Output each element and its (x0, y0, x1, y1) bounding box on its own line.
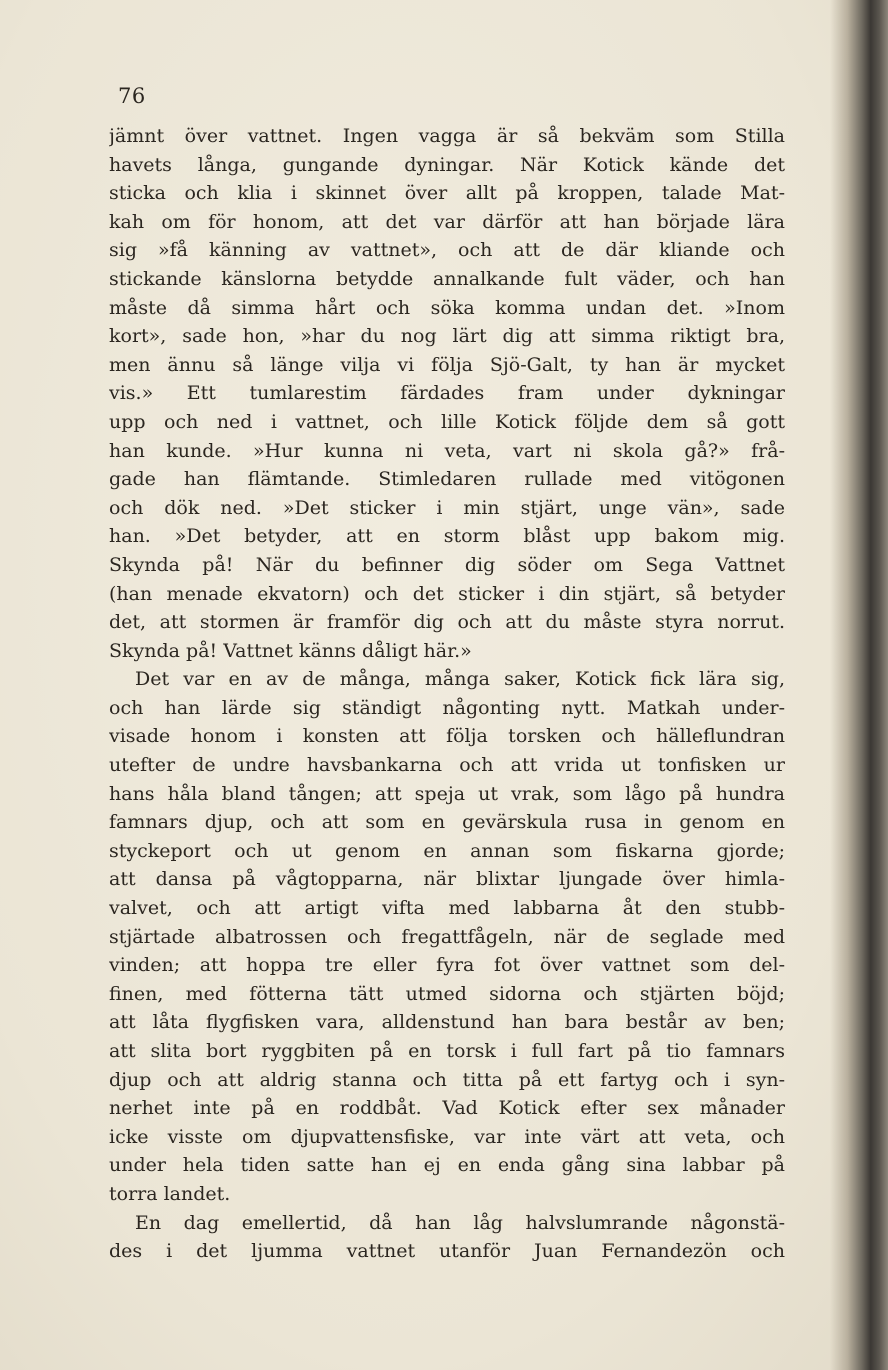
body-text (109, 122, 785, 1266)
text-line: finen, med fötterna tätt utmed sidorna och stjärten böjd; (109, 982, 785, 1005)
text-line: stickande känslorna betydde annalkande fult väder, och han (109, 267, 785, 290)
text-line: (han menade ekvatorn) och det sticker i din stjärt, så betyder (109, 582, 785, 605)
text-line: han. »Det betyder, att en storm blåst upp bakom mig. (109, 525, 785, 548)
text-line: havets långa, gungande dyningar. När Kotick kände det (109, 153, 785, 176)
text-line: måste då simma hårt och söka komma undan det. »Inom (109, 296, 785, 319)
text-line: kort», sade hon, »har du nog lärt dig att simma riktigt bra, (109, 325, 785, 348)
text-line: famnars djup, och att som en gevärskula rusa in genom en (109, 811, 785, 834)
text-line: des i det ljumma vattnet utanför Juan Fernandezön och (109, 1240, 785, 1263)
text-line: och han lärde sig ständigt någonting nytt. Matkah under- (109, 696, 785, 719)
text-line: Det var en av de många, många saker, Kotick fick lära sig, (135, 668, 785, 691)
text-line: styckeport och ut genom en annan som fiskarna gjorde; (109, 839, 785, 862)
page-number: 76 (118, 84, 146, 108)
text-line: jämnt över vattnet. Ingen vagga är så bekväm som Stilla (109, 125, 785, 147)
text-line: gade han flämtande. Stimledaren rullade med vitögonen (109, 468, 785, 491)
text-line: Skynda på! När du befinner dig söder om Sega Vattnet (109, 553, 785, 576)
text-line: Skynda på! Vattnet känns dåligt här.» (109, 639, 472, 662)
text-line: att slita bort ryggbiten på en torsk i full fart på tio famnars (109, 1040, 785, 1062)
text-line: sticka och klia i skinnet över allt på kroppen, talade Mat- (109, 182, 785, 205)
text-line: visade honom i konsten att följa torsken och hälleflundran (109, 725, 785, 748)
text-line: torra landet. (109, 1182, 231, 1205)
text-line: upp och ned i vattnet, och lille Kotick följde dem så gott (109, 410, 785, 433)
text-line: kah om för honom, att det var därför att han började lära (109, 210, 785, 233)
text-line: stjärtade albatrossen och fregattfågeln, när de seglade med (109, 925, 785, 948)
text-line: men ännu så länge vilja vi följa Sjö-Galt, ty han är mycket (109, 353, 785, 376)
text-line: att låta flygfisken vara, alldenstund han bara består av ben; (109, 1011, 785, 1034)
text-line: det, att stormen är framför dig och att du måste styra norrut. (109, 611, 785, 634)
text-line: djup och att aldrig stanna och titta på ett fartyg och i syn- (109, 1068, 785, 1091)
text-line: utefter de undre havsbankarna och att vrida ut tonfisken ur (109, 754, 785, 777)
text-line: han kunde. »Hur kunna ni veta, vart ni skola gå?» frå- (109, 439, 785, 462)
text-line: vis.» Ett tumlarestim färdades fram under dykningar (109, 382, 785, 405)
text-line: under hela tiden satte han ej en enda gång sina labbar på (109, 1154, 785, 1177)
text-line: att dansa på vågtopparna, när blixtar ljungade över himla- (109, 868, 785, 891)
book-gutter (830, 0, 888, 1370)
text-line: sig »få känning av vattnet», och att de där kliande och (109, 239, 785, 262)
text-line: och dök ned. »Det sticker i min stjärt, unge vän», sade (109, 496, 785, 519)
text-line: En dag emellertid, då han låg halvslumrande någonstä- (135, 1211, 785, 1234)
text-line: vinden; att hoppa tre eller fyra fot över vattnet som del- (109, 954, 785, 977)
text-line: valvet, och att artigt vifta med labbarna åt den stubb- (109, 897, 785, 920)
text-line: icke visste om djupvattensfiske, var inte värt att veta, och (109, 1125, 785, 1148)
text-line: hans håla bland tången; att speja ut vrak, som lågo på hundra (109, 782, 785, 805)
text-line: nerhet inte på en roddbåt. Vad Kotick efter sex månader (109, 1097, 785, 1120)
